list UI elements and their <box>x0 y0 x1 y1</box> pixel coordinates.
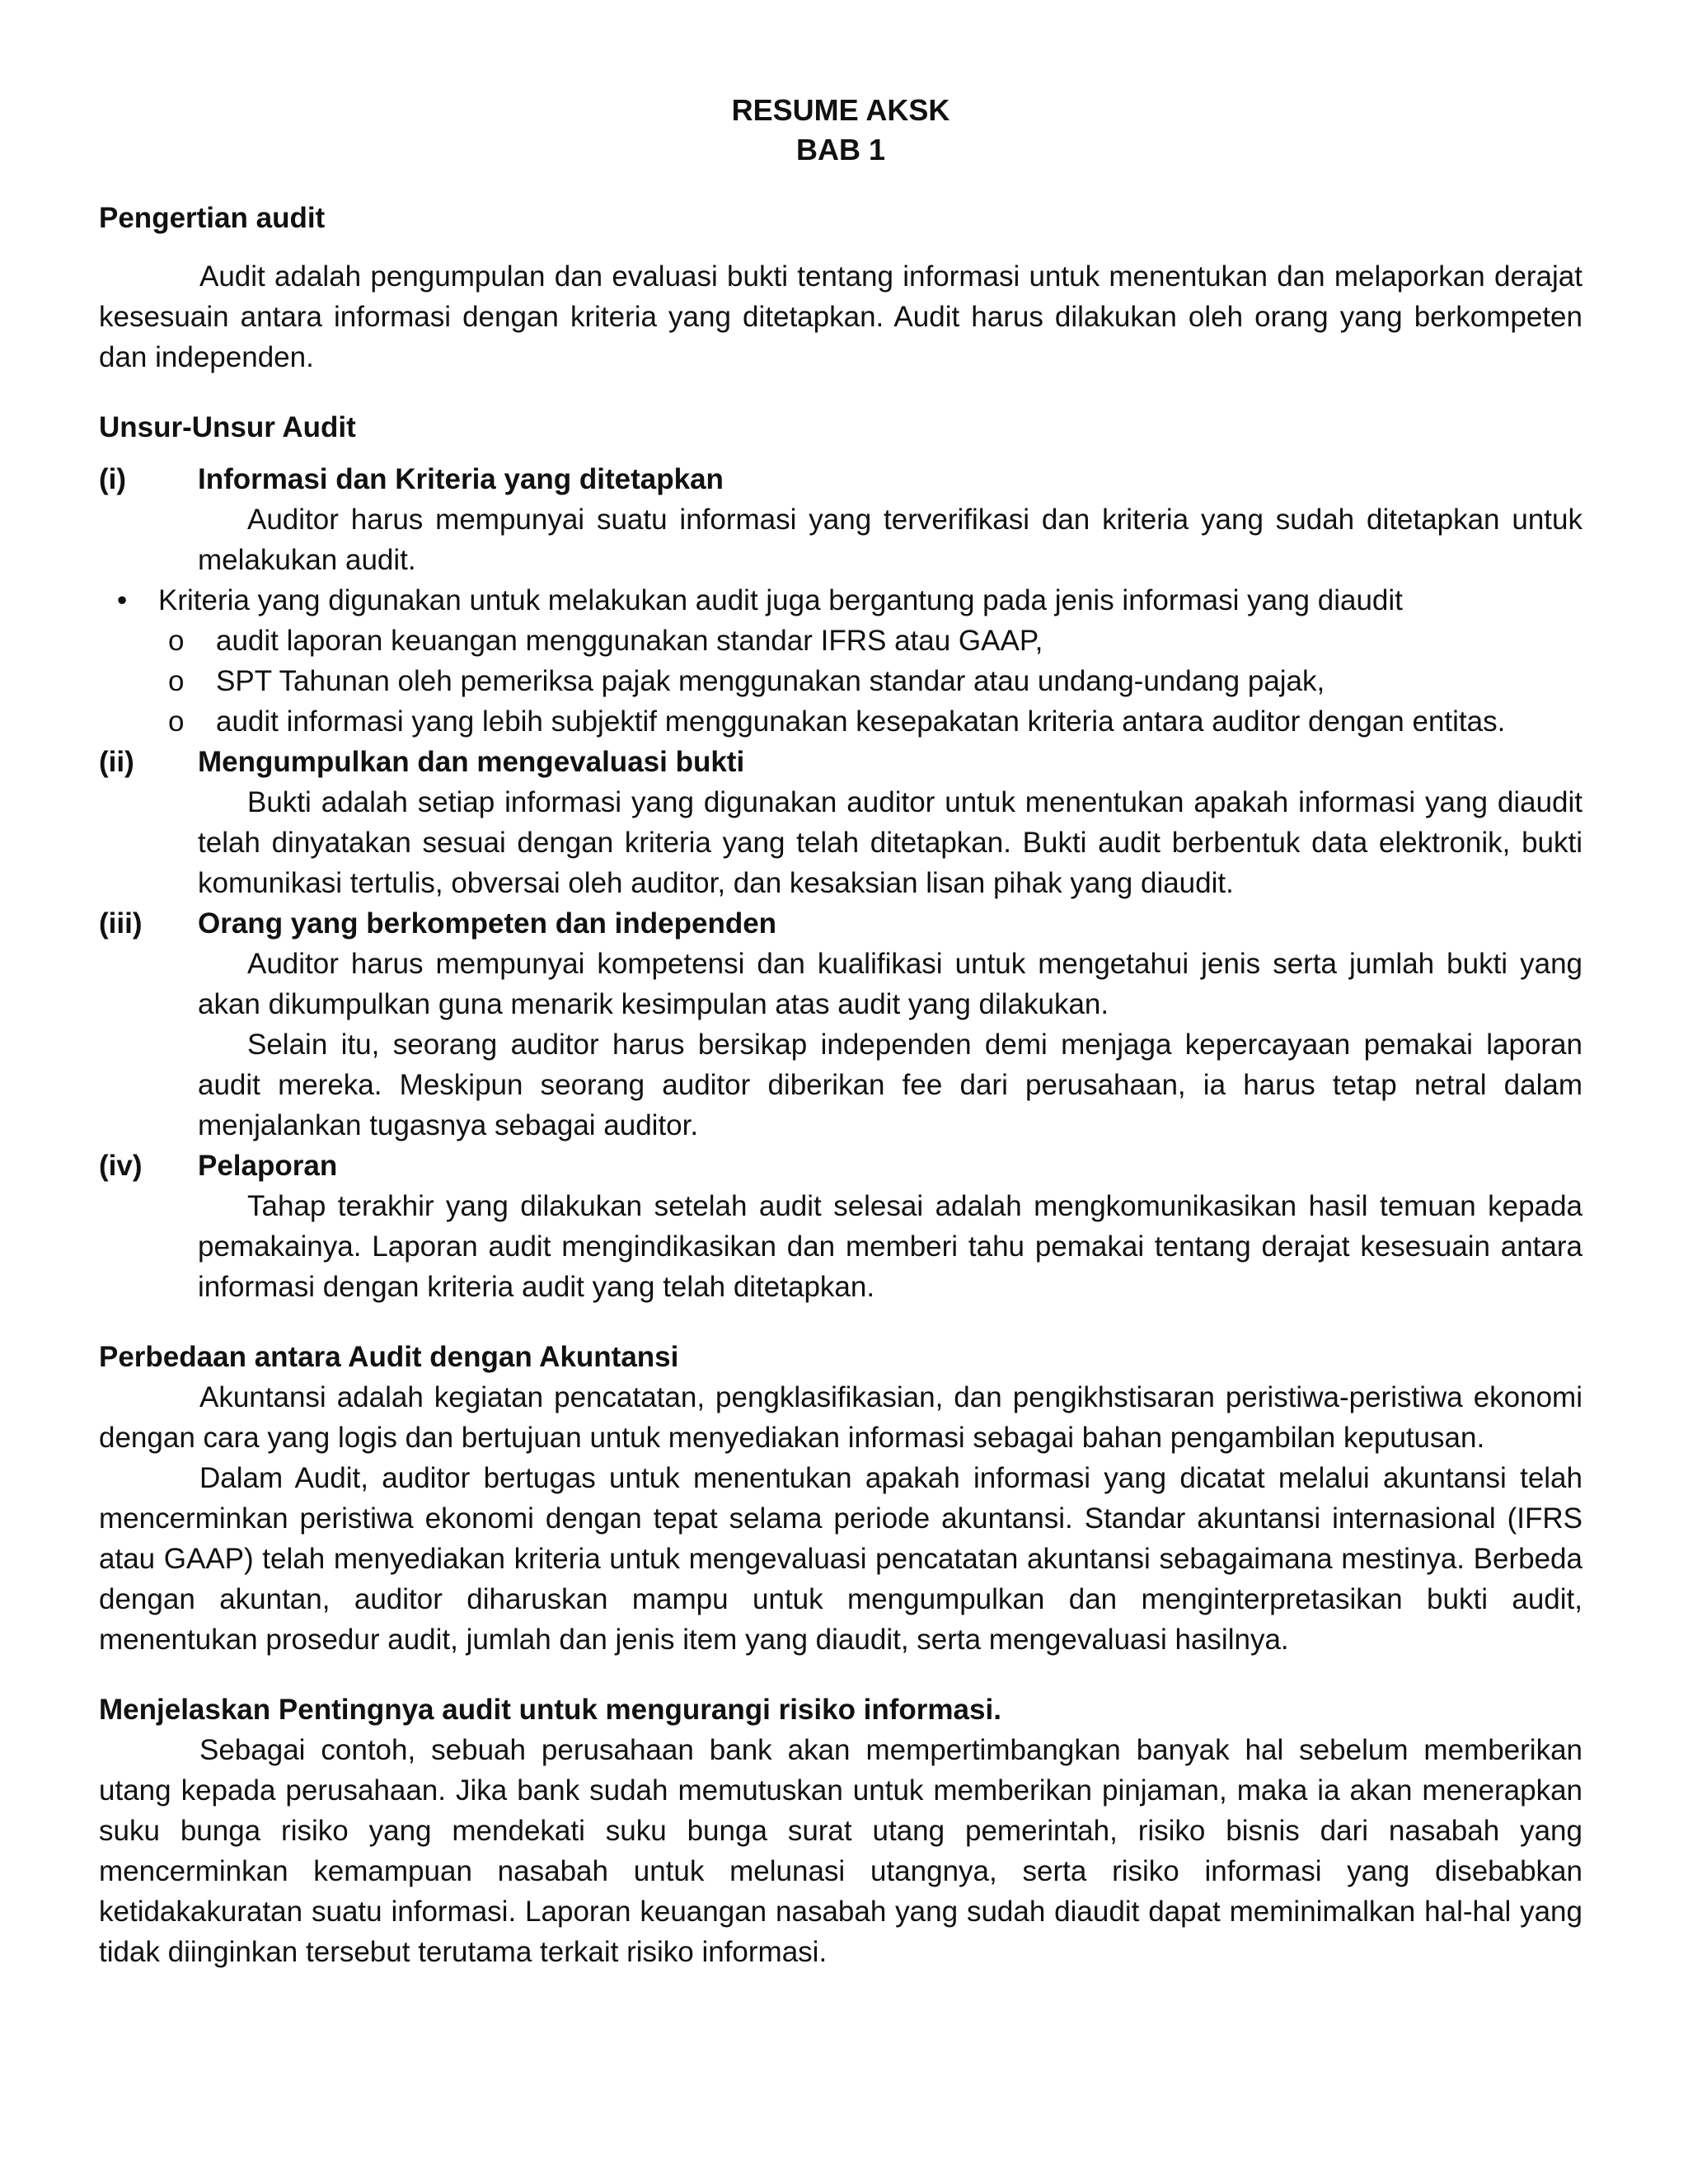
element-item-iv <box>99 1146 1582 1307</box>
element-item-i <box>99 459 1582 580</box>
heading-pengertian-audit: Pengertian audit <box>99 202 326 234</box>
element-paragraph: Auditor harus mempunyai suatu informasi yang terverifikasi dan kriteria yang sudah ditetapkan untuk melakukan audit. <box>198 504 1582 576</box>
paragraph-pengertian-audit: Audit adalah pengumpulan dan evaluasi bukti tentang informasi untuk menentukan dan melaporkan derajat kesesuain antara informasi dengan kriteria yang ditetapkan. Audit harus dilakukan oleh orang yang berkompeten dan independen. <box>99 260 1582 373</box>
element-paragraph: Tahap terakhir yang dilakukan setelah audit selesai adalah mengkomunikasikan hasil temuan kepada pemakainya. Laporan audit mengindikasikan dan memberi tahu pemakai tentang derajat kesesuain antara informasi dengan kriteria audit yang telah ditetapkan. <box>198 1190 1582 1303</box>
document-title: RESUME AKSK <box>731 93 950 127</box>
element-paragraph: Auditor harus mempunyai kompetensi dan kualifikasi untuk mengetahui jenis serta jumlah bukti yang akan dikumpulkan guna menarik kesimpulan atas audit yang dilakukan. <box>198 948 1582 1020</box>
circle-bullet-icon: o <box>168 665 185 697</box>
sub-bullet-text: SPT Tahunan oleh pemeriksa pajak menggunakan standar atau undang-undang pajak, <box>216 665 1325 697</box>
paragraph-akuntansi: Akuntansi adalah kegiatan pencatatan, pengklasifikasian, dan pengikhstisaran peristiwa-peristiwa ekonomi dengan cara yang logis dan bertujuan untuk menyediakan informasi sebagai bahan pengambilan keputusan. <box>99 1381 1582 1454</box>
sub-bullet-text: audit laporan keuangan menggunakan standar IFRS atau GAAP, <box>216 625 1043 657</box>
circle-bullet-icon: o <box>168 625 185 657</box>
sub-bullet-item <box>99 701 1582 742</box>
element-item-iii <box>99 903 1582 1146</box>
bullet-list <box>99 580 1582 742</box>
sub-bullet-item <box>99 661 1582 701</box>
heading-unsur-audit: Unsur-Unsur Audit <box>99 411 356 443</box>
heading-perbedaan-audit-akuntansi: Perbedaan antara Audit dengan Akuntansi <box>99 1341 679 1373</box>
heading-pentingnya-audit: Menjelaskan Pentingnya audit untuk mengurangi risiko informasi. <box>99 1694 1001 1726</box>
bullet-text: Kriteria yang digunakan untuk melakukan audit juga bergantung pada jenis informasi yang diaudit <box>158 584 1403 616</box>
document-page <box>99 91 1582 1972</box>
element-paragraph-2: Selain itu, seorang auditor harus bersikap independen demi menjaga kepercayaan pemakai laporan audit mereka. Meskipun seorang auditor diberikan fee dari perusahaan, ia harus tetap netral dalam menjalankan tugasnya sebagai auditor. <box>198 1029 1582 1141</box>
paragraph-dalam-audit: Dalam Audit, auditor bertugas untuk menentukan apakah informasi yang dicatat melalui akuntansi telah mencerminkan peristiwa ekonomi dengan tepat selama periode akuntansi. Standar akuntansi internasional (IFRS atau GAAP) telah menyediakan kriteria untuk mengevaluasi pencatatan akuntansi sebagaimana mestinya. Berbeda dengan akuntan, auditor diharuskan mampu untuk mengumpulkan dan menginterpretasikan bukti audit, menentukan prosedur audit, jumlah dan jenis item yang diaudit, serta mengevaluasi hasilnya. <box>99 1462 1582 1656</box>
element-number: (ii) <box>99 746 134 778</box>
element-number: (iii) <box>99 907 143 940</box>
element-item-ii <box>99 742 1582 903</box>
paragraph-risiko-informasi: Sebagai contoh, sebuah perusahaan bank akan mempertimbangkan banyak hal sebelum memberikan utang kepada perusahaan. Jika bank sudah memutuskan untuk memberikan pinjaman, maka ia akan menerapkan suku bunga risiko yang mendekati suku bunga surat utang pemerintah, risiko bisnis dari nasabah yang mencerminkan kemampuan nasabah untuk melunasi utangnya, serta risiko informasi yang disebabkan ketidakakuratan suatu informasi. Laporan keuangan nasabah yang sudah diaudit dapat meminimalkan hal-hal yang tidak diinginkan tersebut terutama terkait risiko informasi. <box>99 1734 1582 1968</box>
sub-bullet-text: audit informasi yang lebih subjektif menggunakan kesepakatan kriteria antara auditor dengan entitas. <box>216 705 1506 738</box>
element-number: (i) <box>99 463 127 495</box>
element-number: (iv) <box>99 1150 143 1182</box>
element-paragraph: Bukti adalah setiap informasi yang digunakan auditor untuk menentukan apakah informasi yang diaudit telah dinyatakan sesuai dengan kriteria yang telah ditetapkan. Bukti audit berbentuk data elektronik, bukti komunikasi tertulis, obversai oleh auditor, dan kesaksian lisan pihak yang diaudit. <box>198 786 1582 899</box>
sub-bullet-item <box>99 621 1582 661</box>
circle-bullet-icon: o <box>168 705 185 738</box>
bullet-item <box>99 580 1582 621</box>
element-title: Informasi dan Kriteria yang ditetapkan <box>198 463 724 495</box>
element-title: Pelaporan <box>198 1150 338 1182</box>
element-title: Orang yang berkompeten dan independen <box>198 907 777 940</box>
bullet-icon: • <box>117 584 128 616</box>
document-subtitle: BAB 1 <box>795 133 886 166</box>
element-title: Mengumpulkan dan mengevaluasi bukti <box>198 746 745 778</box>
